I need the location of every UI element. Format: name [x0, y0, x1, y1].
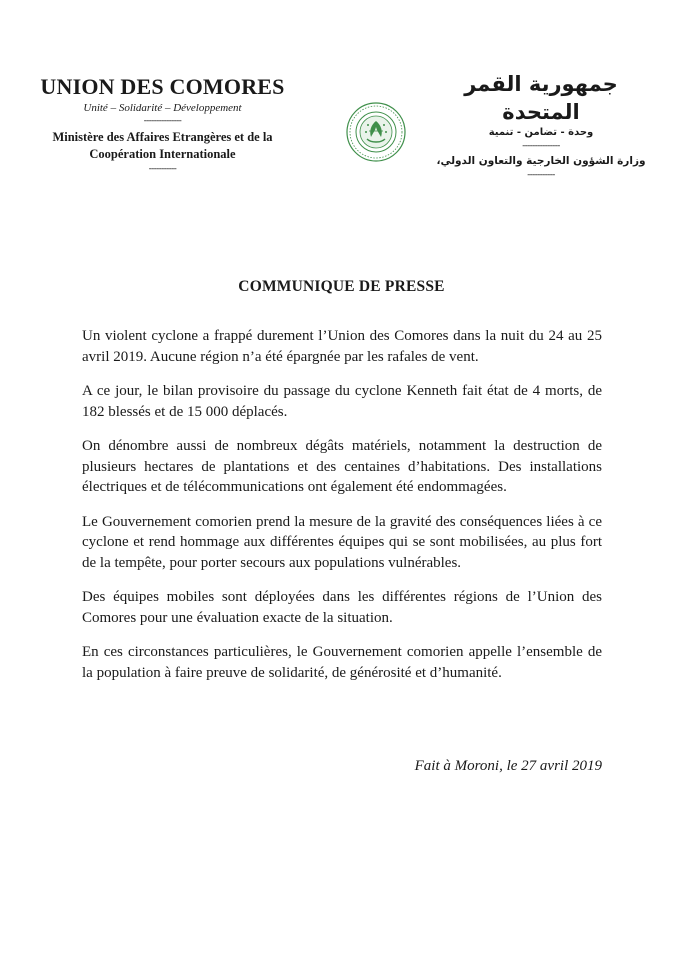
signoff-place-date: Fait à Moroni, le 27 avril 2019: [414, 758, 602, 774]
paragraph: En ces circonstances particulières, le Gouvernement comorien appelle l’ensemble de la population à faire preuve de solidarité, de générosité et d’humanité.: [82, 644, 602, 681]
ministry-line-2: Coopération Internationale: [89, 147, 236, 161]
motto-fr: Unité – Solidarité – Développement: [83, 102, 242, 114]
paragraph: A ce jour, le bilan provisoire du passage du cyclone Kenneth fait état de 4 morts, de 182 blessés et de 15 000 déplacés.: [82, 383, 602, 420]
header-french: [25, 74, 300, 173]
ministry-name-fr: [25, 129, 300, 163]
country-name-ar: جمهورية القمر المتحدة: [464, 72, 618, 124]
ministry-line-1: Ministère des Affaires Etrangères et de la: [52, 130, 273, 144]
ministry-name-ar: وزارة الشؤون الخارجية والتعاون الدولي،: [436, 155, 646, 167]
document-body: [82, 326, 602, 697]
national-seal-icon: [345, 101, 407, 163]
paragraph: Un violent cyclone a frappé durement l’Union des Comores dans la nuit du 24 au 25 avril 2019. Aucune région n’a été épargnée par les rafales de vent.: [82, 328, 602, 365]
paragraph: Le Gouvernement comorien prend la mesure de la gravité des conséquences liées à ce cyclone et rend hommage aux différentes équipes qui se sont mobilisées, au plus fort de la tempête, pour porter secours aux populations vulnérables.: [82, 513, 602, 571]
motto-ar: وحدة - تضامن - تنمية: [488, 127, 594, 138]
separator-fr: ---------------: [143, 115, 182, 125]
header-arabic: [432, 70, 650, 179]
separator-fr-2: -----------: [148, 163, 177, 173]
separator-ar-2: -----------: [527, 169, 555, 179]
paragraph: Des équipes mobiles sont déployées dans les différentes régions de l’Union des Comores pour une évaluation exacte de la situation.: [82, 589, 602, 626]
separator-ar: ---------------: [522, 140, 560, 150]
country-name-fr: UNION DES COMORES: [40, 74, 285, 99]
paragraph: On dénombre aussi de nombreux dégâts matériels, notamment la destruction de plusieurs hectares de plantations et des centaines d’habitations. Des installations électriques et de télécommunications ont également été endommagées.: [82, 438, 602, 495]
document-title: COMMUNIQUE DE PRESSE: [238, 278, 445, 295]
